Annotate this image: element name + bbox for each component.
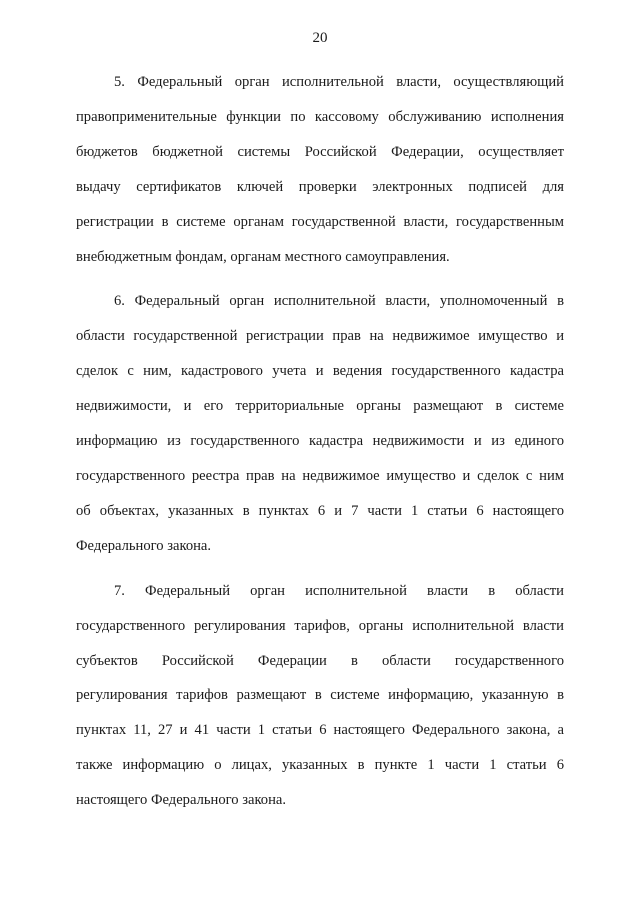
text-line: государственного регулирования тарифов, органы исполнительной власти: [76, 617, 564, 634]
paragraph-7: [76, 574, 564, 818]
text-line: об объектах, указанных в пунктах 6 и 7 части 1 статьи 6 настоящего: [76, 502, 564, 519]
text-line: сделок с ним, кадастрового учета и ведения государственного кадастра: [76, 363, 564, 380]
text-line: Федерального закона.: [76, 537, 212, 554]
text-line: пунктах 11, 27 и 41 части 1 статьи 6 настоящего Федерального закона, а: [76, 722, 564, 739]
document-body: [76, 65, 564, 828]
text-line: субъектов Российской Федерации в области государственного: [76, 652, 564, 669]
text-line: внебюджетным фондам, органам местного самоуправления.: [76, 248, 450, 265]
text-line: 5. Федеральный орган исполнительной власти, осуществляющий: [114, 74, 564, 90]
paragraph-6: [76, 284, 564, 563]
text-line: выдачу сертификатов ключей проверки электронных подписей для: [76, 178, 564, 195]
text-line: настоящего Федерального закона.: [76, 792, 287, 809]
text-line: бюджетов бюджетной системы Российской Федерации, осуществляет: [76, 143, 564, 160]
text-line: также информацию о лицах, указанных в пункте 1 части 1 статьи 6: [76, 757, 564, 774]
text-line: правоприменительные функции по кассовому обслуживанию исполнения: [76, 108, 564, 125]
paragraph-5: [76, 65, 564, 274]
text-line: государственного реестра прав на недвижимое имущество и сделок с ним: [76, 467, 564, 484]
text-line: недвижимости, и его территориальные органы размещают в системе: [76, 398, 564, 415]
text-line: регистрации в системе органам государственной власти, государственным: [76, 213, 564, 230]
text-line: 6. Федеральный орган исполнительной власти, уполномоченный в: [114, 293, 564, 310]
text-line: области государственной регистрации прав на недвижимое имущество и: [76, 328, 564, 345]
text-line: 7. Федеральный орган исполнительной власти в области: [114, 582, 564, 599]
page-number: 20: [312, 30, 328, 46]
text-line: информацию из государственного кадастра недвижимости и из единого: [76, 433, 564, 450]
text-line: регулирования тарифов размещают в системе информацию, указанную в: [76, 687, 564, 704]
